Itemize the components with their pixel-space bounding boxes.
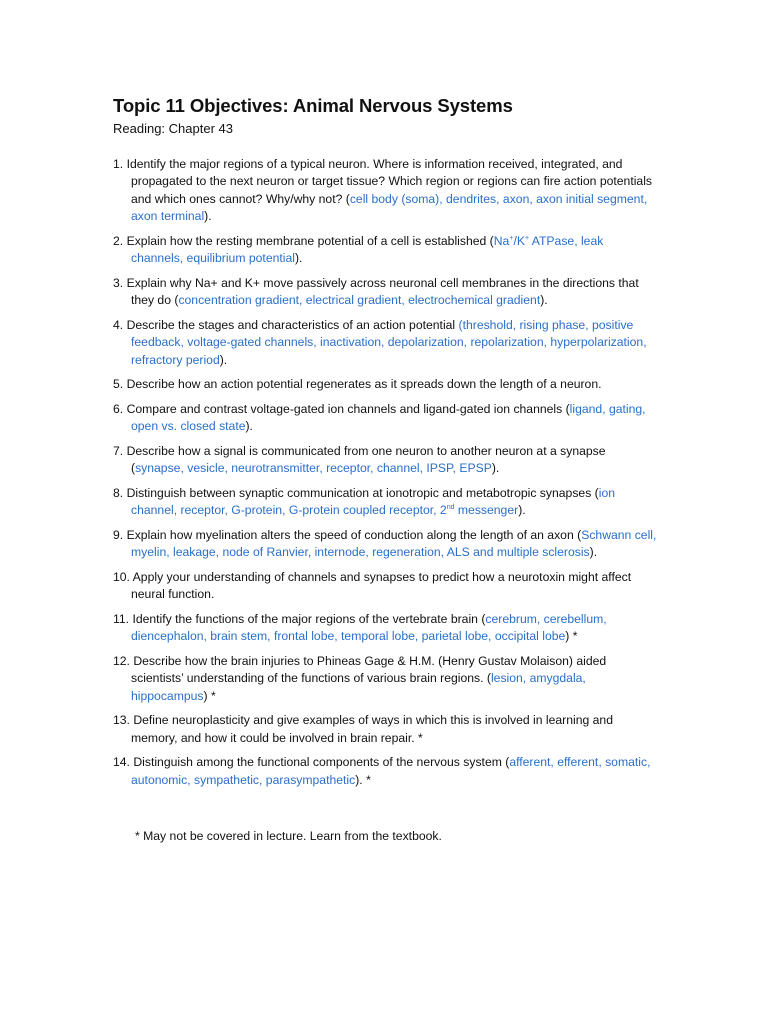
objective-item [113, 233, 658, 268]
objective-text: Describe how an action potential regenerates as it spreads down the length of a neuron. [126, 377, 602, 392]
objective-text: Explain why Na+ and K+ move passively across neuronal cell membranes in the directions that they do ( [126, 275, 639, 308]
objective-number: 1. [113, 157, 124, 171]
keyword-part: ATPase, leak channels, equilibrium potential [131, 233, 604, 266]
objective-item [113, 376, 658, 393]
objective-keywords: cell body (soma), dendrites, axon, axon initial segment, axon terminal [131, 191, 648, 224]
objective-text: Identify the major regions of a typical neuron. Where is information received, integrated, and propagated to the next neuron or target tissue? Which region or regions can fire action potentials and which ones cannot? Why/why not? ( [126, 157, 652, 206]
objective-item [113, 485, 658, 520]
objective-item [113, 527, 658, 562]
objective-text: Describe how a signal is communicated from one neuron to another neuron at a synapse ( [126, 443, 606, 476]
objective-text: Define neuroplasticity and give examples of ways in which this is involved in learning and memory, and how it could be involved in brain repair. * [131, 713, 613, 745]
superscript: + [509, 234, 514, 242]
objective-text: Distinguish among the functional components of the nervous system ( [133, 755, 510, 770]
objective-item [113, 611, 658, 646]
objective-number: 13. [113, 713, 130, 728]
objective-item [113, 317, 658, 369]
superscript: + [524, 234, 530, 242]
objective-number: 4. [113, 317, 124, 332]
objective-suffix: ). [589, 545, 598, 560]
objective-text: Explain how myelination alters the speed of conduction along the length of an axon ( [126, 527, 582, 542]
objective-suffix: ) * [203, 688, 216, 703]
objective-keywords: afferent, efferent, somatic, autonomic, sympathetic, parasympathetic [131, 755, 651, 787]
objective-suffix: ). [204, 209, 212, 224]
objective-number: 14. [113, 755, 130, 770]
objective-keywords: synapse, vesicle, neurotransmitter, receptor, channel, IPSP, EPSP [135, 461, 492, 476]
objective-keywords: lesion, amygdala, hippocampus [131, 671, 586, 703]
reading-assignment: Reading: Chapter 43 [113, 121, 233, 136]
objective-text: Identify the functions of the major regions of the vertebrate brain ( [132, 611, 486, 626]
objective-item [113, 653, 658, 705]
superscript: nd [446, 504, 455, 512]
objective-text: Apply your understanding of channels and synapses to predict how a neurotoxin might affect neural function. [131, 569, 632, 602]
objective-suffix: ). * [355, 772, 371, 787]
objective-keywords: ligand, gating, open vs. closed state [131, 401, 646, 434]
objective-suffix: ). [245, 419, 253, 434]
objective-item [113, 401, 658, 436]
objective-item [113, 754, 658, 789]
objective-item [113, 275, 658, 310]
objective-text: Describe the stages and characteristics of an action potential [126, 317, 459, 332]
objective-text: Compare and contrast voltage-gated ion channels and ligand-gated ion channels ( [126, 401, 570, 416]
objective-suffix: ) * [565, 629, 578, 644]
keyword-part: /K [513, 233, 525, 248]
objective-number: 10. [113, 569, 130, 584]
footnote: * May not be covered in lecture. Learn from the textbook. [135, 829, 442, 843]
objective-number: 8. [113, 485, 124, 500]
keyword-part: messenger [454, 503, 519, 518]
objective-number: 9. [113, 527, 124, 542]
objective-number: 2. [113, 233, 124, 248]
objective-item [113, 156, 658, 226]
objective-number: 3. [113, 275, 124, 290]
objective-number: 5. [113, 377, 124, 392]
objective-number: 7. [113, 443, 124, 458]
objective-keywords: (threshold, rising phase, positive feedback, voltage-gated channels, inactivation, depolarization, repolarization, hyperpolarization, refractory period [131, 317, 647, 367]
objective-suffix: ). [294, 251, 303, 266]
objective-item [113, 712, 658, 747]
objective-suffix: ). [518, 503, 526, 518]
objective-number: 11. [113, 611, 130, 626]
objectives-list [113, 156, 658, 789]
objective-number: 12. [113, 653, 130, 668]
objective-text: Explain how the resting membrane potential of a cell is established ( [126, 233, 494, 248]
page-title: Topic 11 Objectives: Animal Nervous Systems [113, 95, 513, 116]
objective-text: Describe how the brain injuries to Phineas Gage & H.M. (Henry Gustav Molaison) aided scientists’ understanding of the functions of various brain regions. ( [131, 653, 607, 686]
document-page [113, 94, 658, 796]
keyword-part: ion channel, receptor, G-protein, G-protein coupled receptor, 2 [131, 485, 616, 518]
objective-item [113, 443, 658, 478]
objective-item [113, 569, 658, 604]
objective-keywords: Schwann cell, myelin, leakage, node of Ranvier, internode, regeneration, ALS and multiple sclerosis [131, 527, 657, 560]
objective-keywords: concentration gradient, electrical gradient, electrochemical gradient [178, 293, 541, 308]
objective-suffix: ). [540, 293, 548, 308]
objective-keywords: cerebrum, cerebellum, diencephalon, brain stem, frontal lobe, temporal lobe, parietal lobe, occipital lobe [131, 611, 607, 644]
objective-suffix: ). [219, 352, 228, 367]
keyword-part: Na [493, 233, 510, 248]
objective-text: Distinguish between synaptic communication at ionotropic and metabotropic synapses ( [126, 485, 599, 500]
objective-suffix: ). [491, 461, 500, 476]
objective-number: 6. [113, 401, 124, 416]
